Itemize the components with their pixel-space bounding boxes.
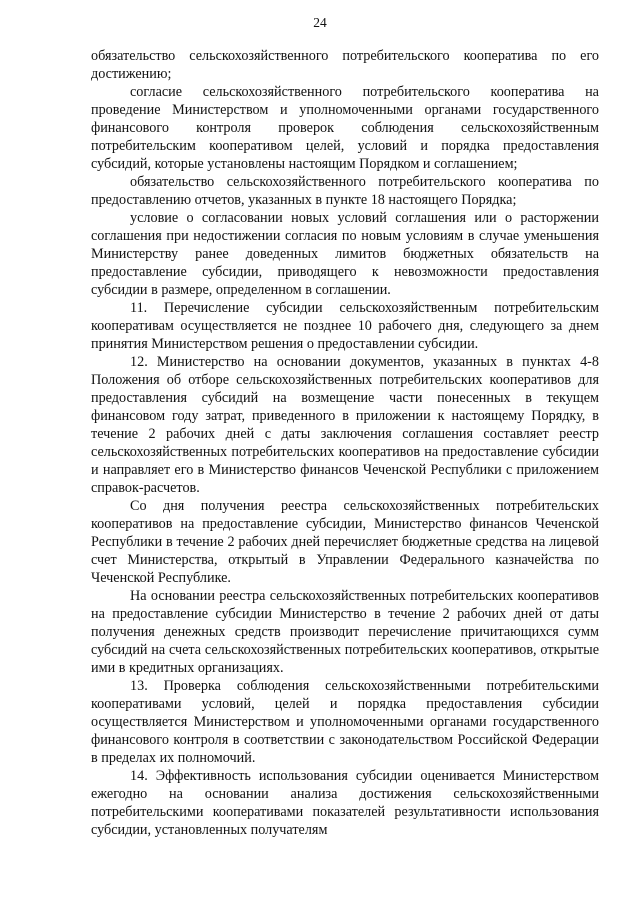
paragraph-subsidy-payment: На основании реестра сельскохозяйственных потребительских кооперативов на предоставление субсидии Министерство в течение 2 рабочих дней от даты получения денежных средств производит перечисление причитающихся сумм субсидий на счета сельскохозяйственных потребительских кооперативов, открытые ими в кредитных организациях. bbox=[91, 588, 599, 676]
paragraph-clause-14: 14. Эффективность использования субсидии оценивается Министерством ежегодно на основании анализа достижения сельскохозяйственными потребительскими кооперативами показателей результативности использования субсидии, установленных получателям bbox=[91, 768, 599, 838]
paragraph-clause-13: 13. Проверка соблюдения сельскохозяйственными потребительскими кооперативами условий, целей и порядка предоставления субсидии осуществляется Министерством и уполномоченными органами государственного финансового контроля в соответствии с законодательством Российской Федерации в пределах их полномочий. bbox=[91, 678, 599, 766]
paragraph-agreement-conditions: условие о согласовании новых условий соглашения или о расторжении соглашения при недостижении согласия по новым условиям в случае уменьшения Министерству ранее доведенных лимитов бюджетных обязательств на предоставление субсидии, приводящего к невозможности предоставления субсидии в размере, определенном в соглашении. bbox=[91, 210, 599, 298]
paragraph-registry-transfer: Со дня получения реестра сельскохозяйственных потребительских кооперативов на предоставление субсидии, Министерство финансов Чеченской Республики в течение 2 рабочих дней перечисляет бюджетные средства на лицевой счет Министерства, открытый в Управлении Федерального казначейства по Чеченской Республике. bbox=[91, 498, 599, 586]
paragraph-clause-12: 12. Министерство на основании документов, указанных в пунктах 4-8 Положения об отборе сельскохозяйственных потребительских кооперативов для предоставления субсидий на возмещение части понесенных в текущем финансовом году затрат, приведенного в приложении к настоящему Порядку, в течение 2 рабочих дней с даты заключения соглашения составляет реестр сельскохозяйственных потребительских кооперативов на предоставление субсидии и направляет его в Министерство финансов Чеченской Республики с приложением справок-расчетов. bbox=[91, 354, 599, 496]
page-number: 24 bbox=[313, 15, 327, 30]
paragraph-consent-inspections: согласие сельскохозяйственного потребительского кооператива на проведение Министерством и уполномоченными органами государственного финансового контроля проверок соблюдения сельскохозяйственным потребительским кооперативом целей, условий и порядка предоставления субсидий, которые установлены настоящим Порядком и соглашением; bbox=[91, 84, 599, 172]
paragraph-obligation-reports: обязательство сельскохозяйственного потребительского кооператива по предоставлению отчетов, указанных в пункте 18 настоящего Порядка; bbox=[91, 174, 599, 208]
paragraph-obligation-achievement: обязательство сельскохозяйственного потребительского кооператива по его достижению; bbox=[91, 48, 599, 82]
document-body bbox=[91, 47, 599, 839]
paragraph-clause-11: 11. Перечисление субсидии сельскохозяйственным потребительским кооперативам осуществляется не позднее 10 рабочего дня, следующего за днем принятия Министерством решения о предоставлении субсидии. bbox=[91, 300, 599, 352]
